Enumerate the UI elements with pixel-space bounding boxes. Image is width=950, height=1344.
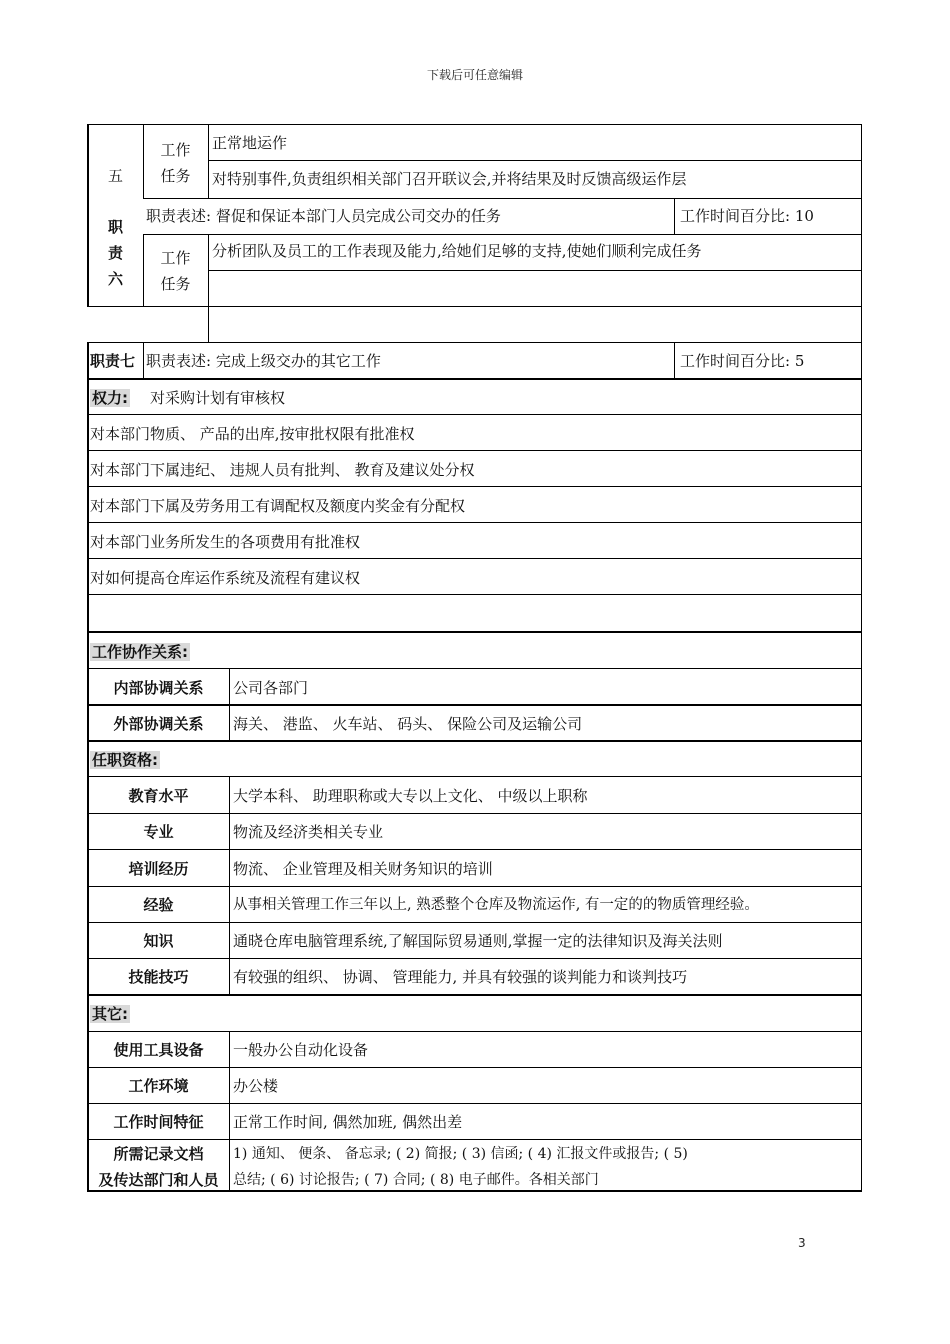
duty7-label: 职责七 — [90, 352, 136, 370]
authority-item: 对本部门物质、 产品的出库,按审批权限有批准权 — [90, 425, 415, 443]
other-label: 使用工具设备 — [113, 1041, 204, 1059]
duty7-description: 职责表述: 完成上级交办的其它工作 — [146, 352, 381, 370]
duty6-task-label: 任务 — [160, 275, 191, 293]
duty6-task: 分析团队及员工的工作表现及能力,给她们足够的支持,使她们顺利完成任务 — [212, 242, 702, 260]
other-heading — [90, 1005, 130, 1023]
qualification-value: 通晓仓库电脑管理系统,了解国际贸易通则,掌握一定的法律知识及海关法则 — [233, 932, 723, 950]
qualification-heading — [90, 751, 160, 769]
duty7-time-percent: 工作时间百分比: 5 — [680, 352, 805, 370]
records-value: 1) 通知、 便条、 备忘录; ( 2) 简报; ( 3) 信函; ( 4) 汇报文件或报告; ( 5) — [233, 1146, 688, 1162]
authority-item: 对如何提高仓库运作系统及流程有建议权 — [90, 569, 361, 587]
authority-heading — [90, 389, 130, 407]
qualification-value: 大学本科、 助理职称或大专以上文化、 中级以上职称 — [233, 787, 588, 805]
duty5-task: 对特别事件,负责组织相关部门召开联议会,并将结果及时反馈高级运作层 — [212, 170, 687, 188]
cooperation-value: 海关、 港监、 火车站、 码头、 保险公司及运输公司 — [233, 715, 583, 733]
duty5-number: 五 — [107, 167, 123, 185]
authority-item: 对本部门下属违纪、 违规人员有批判、 教育及建议处分权 — [90, 461, 475, 479]
qualification-value: 从事相关管理工作三年以上, 熟悉整个仓库及物流运作, 有一定的的物质管理经验。 — [233, 897, 759, 913]
qualification-heading-text: 任职资格: — [92, 751, 158, 769]
qualification-value: 物流及经济类相关专业 — [233, 823, 384, 841]
qualification-value: 物流、 企业管理及相关财务知识的培训 — [233, 860, 493, 878]
cooperation-label: 外部协调关系 — [113, 715, 204, 733]
qualification-label: 知识 — [143, 932, 174, 950]
authority-item: 对本部门业务所发生的各项费用有批准权 — [90, 533, 361, 551]
qualification-value: 有较强的组织、 协调、 管理能力, 并具有较强的谈判能力和谈判技巧 — [233, 968, 688, 986]
other-heading-text: 其它: — [92, 1005, 128, 1023]
authority-item: 对采购计划有审核权 — [150, 389, 286, 407]
duty6-label: 六 — [107, 270, 123, 288]
cooperation-label: 内部协调关系 — [113, 679, 204, 697]
duty5-task: 正常地运作 — [212, 134, 288, 152]
records-value: 总结; ( 6) 讨论报告; ( 7) 合同; ( 8) 电子邮件。各相关部门 — [233, 1172, 599, 1188]
cooperation-value: 公司各部门 — [233, 679, 309, 697]
qualification-label: 经验 — [143, 896, 174, 914]
duty6-label: 职 — [107, 218, 123, 236]
cooperation-heading — [90, 643, 190, 661]
records-label: 所需记录文档 — [113, 1145, 204, 1163]
header-note: 下载后可任意编辑 — [426, 68, 523, 82]
qualification-label: 培训经历 — [128, 860, 189, 878]
duty5-task-label: 工作 — [160, 141, 191, 159]
records-label: 及传达部门和人员 — [98, 1171, 219, 1189]
other-label: 工作环境 — [128, 1077, 189, 1095]
qualification-label: 教育水平 — [128, 787, 189, 805]
duty6-description: 职责表述: 督促和保证本部门人员完成公司交办的任务 — [146, 207, 501, 225]
other-label: 工作时间特征 — [113, 1113, 204, 1131]
authority-item: 对本部门下属及劳务用工有调配权及额度内奖金有分配权 — [90, 497, 466, 515]
page-number: 3 — [798, 1236, 806, 1250]
duty5-task-label: 任务 — [160, 167, 191, 185]
authority-heading-text: 权力: — [92, 389, 128, 407]
duty6-task-label: 工作 — [160, 249, 191, 267]
duty6-label: 责 — [107, 244, 123, 262]
cooperation-heading-text: 工作协作关系: — [92, 643, 188, 661]
qualification-label: 专业 — [143, 823, 174, 841]
duty6-time-percent: 工作时间百分比: 10 — [680, 207, 814, 225]
qualification-label: 技能技巧 — [128, 968, 189, 986]
other-value: 办公楼 — [233, 1077, 279, 1095]
other-value: 正常工作时间, 偶然加班, 偶然出差 — [233, 1113, 463, 1131]
other-value: 一般办公自动化设备 — [233, 1041, 369, 1059]
